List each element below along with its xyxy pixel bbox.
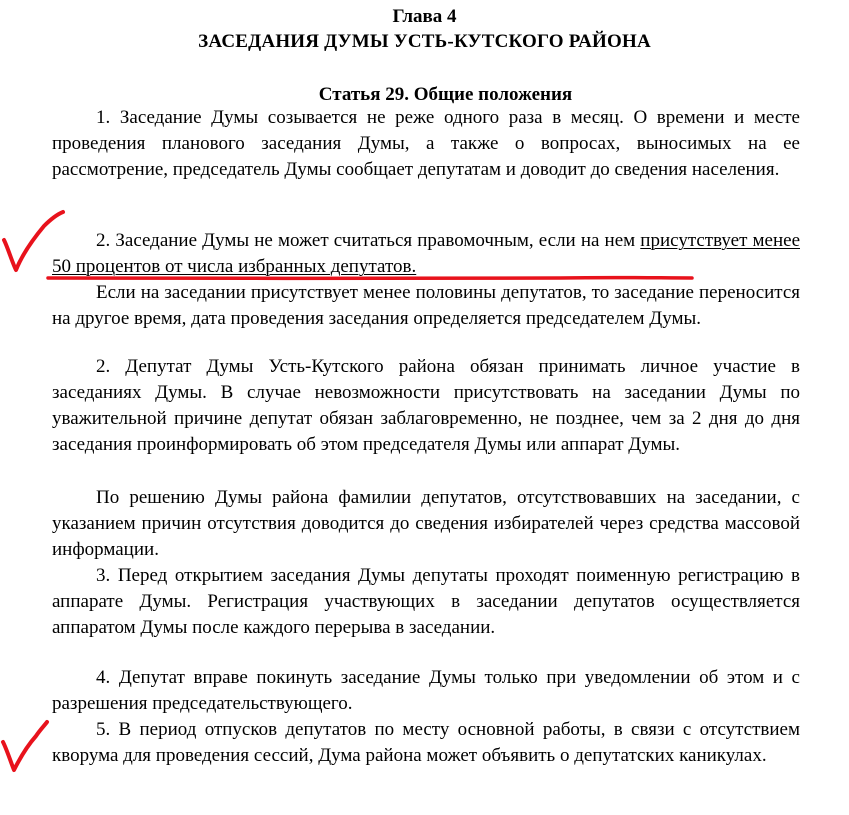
paragraph-5: 3. Перед открытием заседания Думы депутаты проходят поименную регистрацию в аппарате Думы. Регистрация участвующих в заседании депутатов осуществляется аппаратом Думы после каждого перерыва в заседании. (52, 565, 800, 638)
paragraph-2-continuation: Если на заседании присутствует менее половины депутатов, то заседание переносится на другое время, дата проведения заседания определяется председателем Думы. (52, 282, 800, 329)
paragraph-3: 2. Депутат Думы Усть-Кутского района обязан принимать личное участие в заседаниях Думы. В случае невозможности присутствовать на заседании Думы по уважительной причине депутат обязан заблаговременно, не позднее, чем за 2 дня до дня заседания проинформировать об этом председателя Думы или аппарат Думы. (52, 356, 800, 455)
paragraph-6: 4. Депутат вправе покинуть заседание Думы только при уведомлении об этом и с разрешения председательствующего. (52, 667, 800, 714)
paragraph-1: 1. Заседание Думы созывается не реже одного раза в месяц. О времени и месте проведения планового заседания Думы, а также о вопросах, выносимых на ее рассмотрение, председатель Думы сообщает депутатам и доводит до сведения населения. (52, 107, 800, 180)
paragraph-7: 5. В период отпусков депутатов по месту основной работы, в связи с отсутствием кворума для проведения сессий, Дума района может объявить о депутатских каникулах. (52, 719, 800, 766)
paragraph-2 (52, 228, 800, 280)
checkmark-icon (3, 722, 47, 770)
article-title: Статья 29. Общие положения (318, 84, 573, 105)
paragraph-2-lead: 2. Заседание Думы не может считаться правомочным, если на нем (96, 230, 641, 251)
chapter-label: Глава 4 (392, 6, 457, 27)
underlined-quorum-text: присутствует менее 50 процентов от числа избранных депутатов. (52, 230, 800, 277)
paragraph-4: По решению Думы района фамилии депутатов, отсутствовавших на заседании, с указанием причин отсутствия доводится до сведения избирателей через средства массовой информации. (52, 487, 800, 560)
chapter-title: ЗАСЕДАНИЯ ДУМЫ УСТЬ-КУТСКОГО РАЙОНА (198, 31, 651, 52)
